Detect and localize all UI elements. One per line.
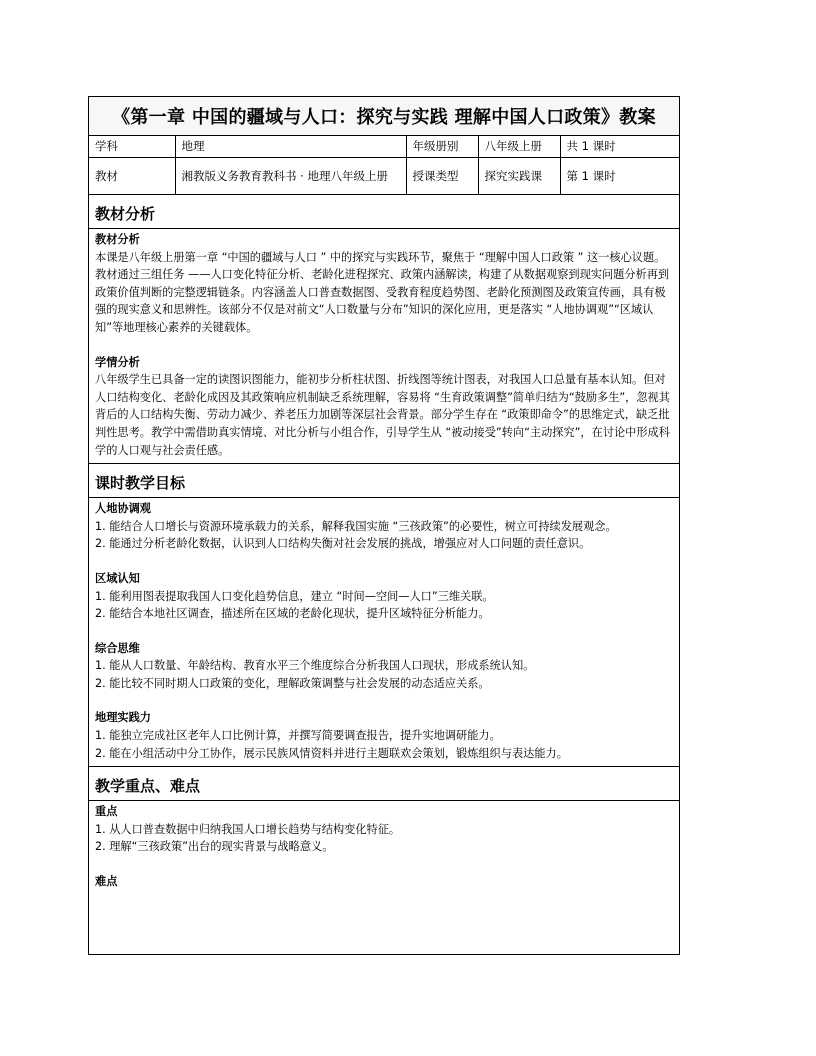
goal-item: 1. 能从人口数量、年龄结构、教育水平三个维度综合分析我国人口现状，形成系统认知。 (95, 659, 535, 673)
value-textbook: 湘教版义务教育教科书 · 地理八年级上册 (175, 158, 406, 195)
section-heading-analysis: 教材分析 (89, 195, 679, 229)
value-grade: 八年级上册 (478, 136, 560, 158)
page-title: 《第一章 中国的疆域与人口：探究与实践 理解中国人口政策》教案 (112, 107, 656, 128)
section-body-analysis (89, 229, 679, 464)
value-lesson-type: 探究实践课 (478, 158, 560, 195)
section-heading-goals: 课时教学目标 (89, 464, 679, 498)
info-row-2 (89, 158, 679, 195)
section-body-keypoints (89, 801, 679, 894)
label-grade: 年级册别 (406, 136, 478, 158)
lesson-plan-sheet (88, 96, 680, 955)
focus-item: 1. 从人口普查数据中归纳我国人口增长趋势与结构变化特征。 (95, 822, 401, 836)
goal-item: 2. 能通过分析老龄化数据，认识到人口结构失衡对社会发展的挑战，增强应对人口问题的责任意识。 (95, 537, 591, 551)
goal-item: 1. 能利用图表提取我国人口变化趋势信息，建立 “时间—空间—人口”三维关联。 (95, 589, 494, 603)
goal-group-title: 人地协调观 (95, 502, 151, 516)
focus-item: 2. 理解“三孩政策”出台的现实背景与战略意义。 (95, 840, 334, 854)
value-subject: 地理 (175, 136, 406, 158)
subheading-textbook-analysis: 教材分析 (95, 233, 140, 246)
goal-item: 2. 能结合本地社区调查，描述所在区域的老龄化现状，提升区域特征分析能力。 (95, 607, 490, 621)
info-table (89, 136, 679, 195)
goal-item: 1. 能结合人口增长与资源环境承载力的关系，解释我国实施 “三孩政策”的必要性，树立可持续发展观念。 (95, 519, 617, 533)
section-heading-keypoints: 教学重点、难点 (89, 767, 679, 801)
goal-group-title: 区域认知 (95, 571, 140, 585)
subheading-focus: 重点 (95, 805, 118, 819)
value-total-hours: 共 1 课时 (560, 136, 679, 158)
info-row-1 (89, 136, 679, 158)
goal-group-title: 综合思维 (95, 641, 140, 655)
subheading-student-analysis: 学情分析 (95, 355, 140, 369)
goal-item: 1. 能独立完成社区老年人口比例计算，并撰写简要调查报告，提升实地调研能力。 (95, 729, 501, 743)
paragraph-textbook-analysis: 本课是八年级上册第一章 “中国的疆域与人口 ” 中的探究与实践环节，聚焦于 “理解中国人口政策 ” 这一核心议题。教材通过三组任务 ——人口变化特征分析、老龄化进程探究、政策内涵解读，构建了从数据观察到现实问题分析再到政策价值判断的完整逻辑链条。内容涵盖人口普查数据图、受教育程度趋势图、老龄化预测图及政策宣传画，具有极强的现实意义和思辨性。该部分不仅是对前文“人口数量与分布”知识的深化应用，更是落实 “人地协调观”“区域认知”等地理核心素养的关键载体。 (95, 250, 670, 334)
goal-item: 2. 能比较不同时期人口政策的变化，理解政策调整与社会发展的动态适应关系。 (95, 676, 490, 690)
value-lesson-number: 第 1 课时 (560, 158, 679, 195)
label-lesson-type: 授课类型 (406, 158, 478, 195)
goal-item: 2. 能在小组活动中分工协作，展示民族风情资料并进行主题联欢会策划，锻炼组织与表达能力。 (95, 746, 568, 760)
subheading-difficulty: 难点 (95, 875, 118, 889)
paragraph-student-analysis: 八年级学生已具备一定的读图识图能力，能初步分析柱状图、折线图等统计图表，对我国人口总量有基本认知。但对人口结构变化、老龄化成因及其政策响应机制缺乏系统理解，容易将 “生育政策调整”简单归结为“鼓励多生”，忽视其背后的人口结构失衡、劳动力减少、养老压力加剧等深层社会背景。部分学生存在 “政策即命令”的思维定式，缺乏批判性思考。教学中需借助真实情境、对比分析与小组合作，引导学生从 “被动接受”转向“主动探究”，在讨论中形成科学的人口观与社会责任感。 (95, 373, 670, 457)
title-row (89, 97, 679, 136)
section-body-goals (89, 498, 679, 767)
label-subject: 学科 (89, 136, 175, 158)
label-textbook: 教材 (89, 158, 175, 195)
goal-group-title: 地理实践力 (95, 711, 151, 725)
